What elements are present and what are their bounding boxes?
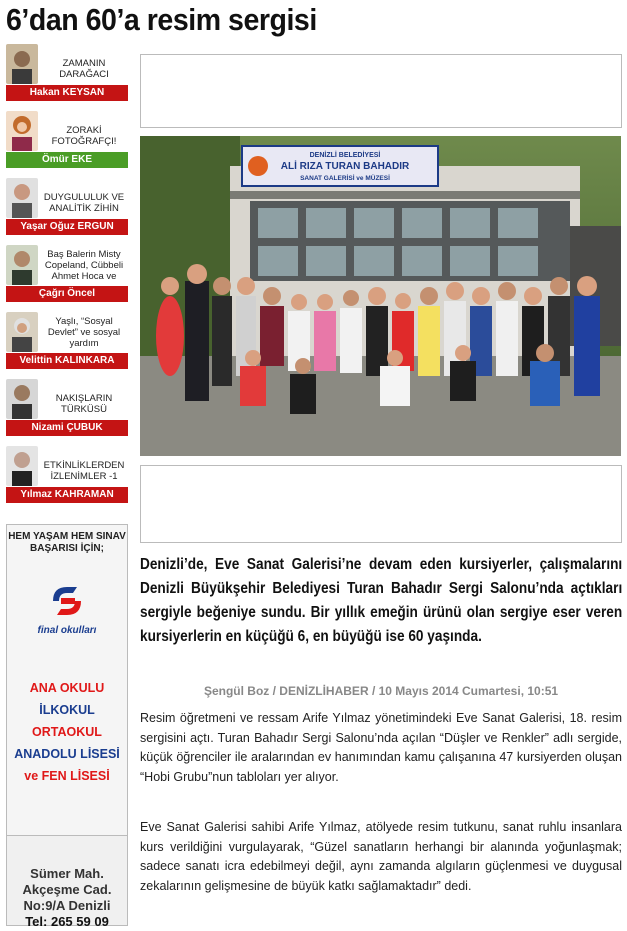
columnist-photo	[6, 111, 38, 151]
address-line: No:9/A Denizli	[23, 898, 111, 913]
article-paragraph: Eve Sanat Galerisi sahibi Arife Yılmaz, atölyede resim tutkunu, sanat ruhlu insanlara kurs verildiğini vurgulayarak, “Güzel sanatların herhangi bir alanında yoğunlaşmak; sadece sanatı icra edebilmeyi değil, aynı zamanda algıların güçlenmesi ve duygusal zekalarının gelişmesine de büyük katkı sağlamaktadır” dedi.	[140, 820, 622, 893]
columnist-name[interactable]: Çağrı Öncel	[6, 286, 128, 302]
columnist-photo	[6, 245, 38, 285]
ad-level: ve FEN LİSESİ	[24, 769, 110, 783]
columnist-card[interactable]	[6, 44, 128, 102]
columnist-name[interactable]: Yaşar Oğuz ERGUN	[6, 219, 128, 235]
column-title[interactable]: DUYGULULUK VE ANALİTİK ZİHİN	[43, 192, 125, 214]
ad-level: İLKOKUL	[39, 703, 95, 717]
column-title[interactable]: Baş Balerin Misty Copeland, Cübbeli Ahmet Hoca ve	[44, 249, 124, 282]
columnist-name[interactable]: Ömür EKE	[6, 152, 128, 168]
columnist-name[interactable]: Hakan KEYSAN	[6, 85, 128, 101]
ad-level: ANA OKULU	[29, 681, 105, 695]
columnist-name[interactable]: Yılmaz KAHRAMAN	[6, 487, 128, 503]
final-logo-icon	[47, 581, 87, 621]
columnist-card[interactable]	[6, 111, 128, 169]
ad-level: ANADOLU LİSESİ	[14, 747, 120, 761]
columnist-card[interactable]	[6, 178, 128, 236]
article-lead: Denizli’de, Eve Sanat Galerisi’ne devam eden kursiyerler, çalışmalarını Denizli Büyükşehir Belediyesi Turan Bahadır Sergi Salonu’nda açtıkları sergiyle beğeniye sundu. Bir yıllık emeğin ürünü olan sergiye eser veren kursiyerlerin en küçüğü 6, en büyüğü ise 60 yaşında.	[140, 556, 623, 645]
columnist-photo	[6, 446, 38, 486]
article-title: 6’dan 60’a resim sergisi	[6, 2, 317, 37]
column-title[interactable]: Yaşlı, “Sosyal Devlet” ve sosyal yardım	[47, 316, 121, 349]
article-photo	[140, 136, 621, 456]
school-ad[interactable]	[6, 524, 128, 929]
address-line: Sümer Mah.	[30, 866, 104, 881]
columnist-photo	[6, 379, 38, 419]
ad-level: ORTAOKUL	[32, 725, 102, 739]
column-title[interactable]: ZAMANIN DARAĞACI	[59, 58, 109, 80]
columnist-name[interactable]: Velittin KALINKARA	[6, 353, 128, 369]
columnist-photo	[6, 44, 38, 84]
ad-address	[7, 835, 127, 929]
address-line: Akçeşme Cad.	[22, 882, 112, 897]
sign-text: DENİZLİ BELEDİYESİ	[309, 152, 381, 159]
article-paragraph: Resim öğretmeni ve ressam Arife Yılmaz yönetimindeki Eve Sanat Galerisi, 18. resim sergisini açtı. Turan Bahadır Sergi Salonu’nda açılan “Düşler ve Renkler” adlı sergide, küçük öğrenciler ile aralarından ev hanımından kamu çalışanına 47 kursiyerden oluşan “Hobi Grubu”nun tabloları yer alıyor.	[140, 711, 622, 784]
ad-levels	[7, 677, 127, 787]
columnist-photo	[6, 178, 38, 218]
ad-banner-top[interactable]	[140, 54, 622, 128]
column-title[interactable]: ETKİNLİKLERDEN İZLENİMLER -1	[43, 460, 125, 482]
ad-banner-bottom[interactable]	[140, 465, 622, 543]
columnist-card[interactable]	[6, 379, 128, 437]
columnist-card[interactable]	[6, 312, 128, 370]
ad-brand: final okulları	[37, 625, 97, 636]
group-photo-image	[140, 136, 621, 456]
sign-text: SANAT GALERİSİ ve MÜZESİ	[300, 175, 390, 182]
columnist-card[interactable]	[6, 446, 128, 504]
columnist-photo	[6, 312, 38, 352]
ad-slogan: HEM YAŞAM HEM SINAV BAŞARISI İÇİN;	[8, 531, 126, 554]
columnist-card[interactable]	[6, 245, 128, 303]
columnist-sidebar	[6, 44, 128, 513]
columnist-name[interactable]: Nizami ÇUBUK	[6, 420, 128, 436]
ad-phone: Tel: 265 59 09	[25, 914, 109, 929]
column-title[interactable]: ZORAKİ FOTOĞRAFÇI!	[51, 125, 117, 147]
column-title[interactable]: NAKIŞLARIN TÜRKÜSÜ	[55, 393, 113, 415]
sign-text: ALİ RIZA TURAN BAHADIR	[280, 161, 410, 172]
article-byline: Şengül Boz / DENİZLİHABER / 10 Mayıs 2014 Cumartesi, 10:51	[203, 684, 559, 698]
